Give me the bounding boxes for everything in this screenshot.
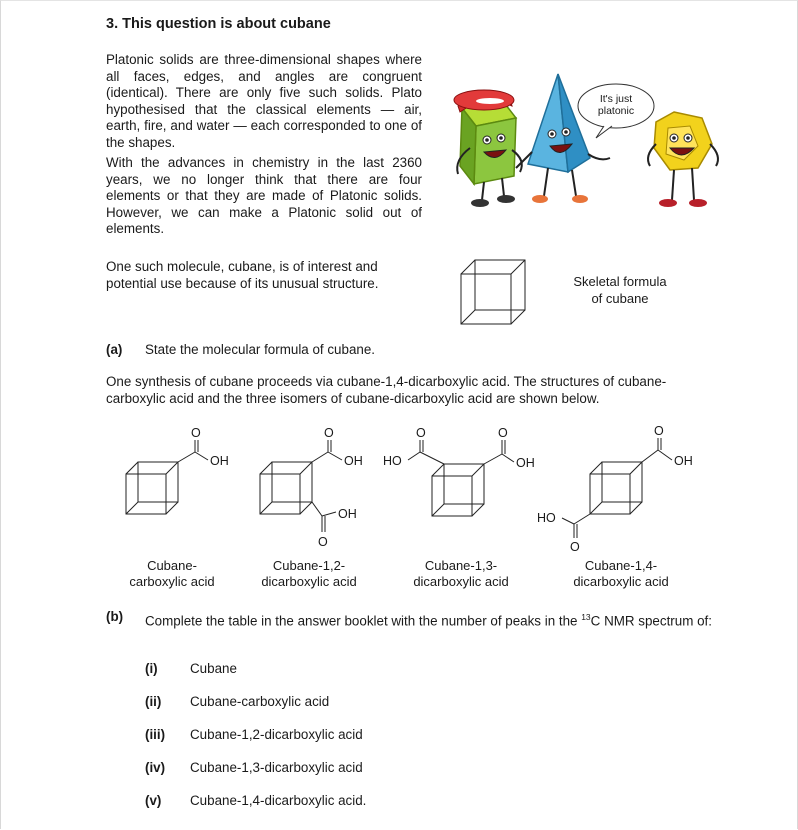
- caption-cubane-carboxylic-acid: [112, 558, 232, 590]
- structure-cubane-carboxylic-acid: [126, 440, 208, 514]
- skeletal-formula-label: [558, 273, 682, 307]
- caption-cubane-13-dicarboxylic-acid: [400, 558, 522, 590]
- speech-line-1: It's just: [599, 93, 633, 105]
- atom-label: HO: [537, 511, 556, 525]
- structure-cubane-12-dicarboxylic-acid: [260, 440, 342, 532]
- cube-character-illustration: [454, 90, 522, 207]
- item-label: Cubane: [190, 661, 237, 676]
- part-a-question: State the molecular formula of cubane.: [145, 342, 376, 357]
- caption-cubane-12-dicarboxylic-acid: [248, 558, 370, 590]
- caption-line-2: dicarboxylic acid: [413, 574, 509, 589]
- atom-label: OH: [516, 456, 535, 470]
- skeletal-label-line-2: of cubane: [591, 291, 649, 306]
- platonic-solids-cartoon: [440, 68, 730, 218]
- part-b-text-before: Complete the table in the answer booklet with the number of peaks in the: [145, 613, 582, 629]
- question-heading: 3. This question is about cubane: [106, 16, 331, 32]
- atom-label: O: [324, 426, 334, 440]
- isotope-superscript: 13: [581, 612, 591, 622]
- atom-label: O: [191, 426, 201, 440]
- intro-paragraph-2: With the advances in chemistry in the last 2360 years, we no longer think that there are four elements or that they are made of Platonic solids. However, we can make a Platonic solid out of elements.: [106, 155, 422, 237]
- intro-paragraph-3: One such molecule, cubane, is of interest and potential use because of its unusual structure.: [106, 259, 379, 291]
- atom-label: O: [416, 426, 426, 440]
- caption-line-1: Cubane-1,2-: [272, 558, 346, 573]
- item-number: (v): [145, 793, 162, 808]
- item-label: Cubane-1,2-dicarboxylic acid: [190, 727, 363, 742]
- caption-line-2: dicarboxylic acid: [573, 574, 669, 589]
- atom-label: OH: [210, 454, 229, 468]
- item-label: Cubane-1,3-dicarboxylic acid: [190, 760, 363, 775]
- caption-line-1: Cubane-1,3-: [424, 558, 498, 573]
- intro-paragraph-1: Platonic solids are three-dimensional shapes where all faces, edges, and angles are congruent (identical). There are only five such solids. Plato hypothesised that the classical elements — air, earth, fire, and water — each corresponded to one of the shapes.: [106, 52, 422, 150]
- part-a-marker: (a): [106, 342, 123, 357]
- dodecahedron-character-illustration: [648, 112, 718, 207]
- atom-label: HO: [383, 454, 402, 468]
- cubane-acids-structures: [100, 420, 720, 558]
- atom-label: O: [570, 540, 580, 554]
- part-b-question: [145, 609, 717, 630]
- speech-bubble-text: [580, 93, 652, 117]
- atom-label: OH: [344, 454, 363, 468]
- item-number: (iii): [145, 727, 166, 742]
- cubane-skeletal-formula: [455, 252, 535, 332]
- speech-line-2: platonic: [597, 105, 635, 117]
- structure-cubane-13-dicarboxylic-acid: [408, 440, 514, 516]
- atom-label: O: [498, 426, 508, 440]
- atom-label: OH: [674, 454, 693, 468]
- synthesis-paragraph: One synthesis of cubane proceeds via cubane-1,4-dicarboxylic acid. The structures of cubane-carboxylic acid and the three isomers of cubane-dicarboxylic acid are shown below.: [106, 374, 667, 406]
- item-number: (i): [145, 661, 158, 676]
- atom-label: O: [654, 424, 664, 438]
- caption-line-1: Cubane-1,4-: [584, 558, 658, 573]
- atom-label: OH: [338, 507, 357, 521]
- item-number: (ii): [145, 694, 162, 709]
- item-label: Cubane-carboxylic acid: [190, 694, 330, 709]
- part-b-text-after: C NMR spectrum of:: [590, 613, 712, 629]
- caption-line-2: dicarboxylic acid: [261, 574, 357, 589]
- item-label: Cubane-1,4-dicarboxylic acid.: [190, 793, 367, 808]
- structure-cubane-14-dicarboxylic-acid: [562, 438, 672, 538]
- caption-line-2: carboxylic acid: [129, 574, 215, 589]
- atom-label: O: [318, 535, 328, 549]
- caption-cubane-14-dicarboxylic-acid: [560, 558, 682, 590]
- caption-line-1: Cubane-: [147, 558, 197, 573]
- item-number: (iv): [145, 760, 166, 775]
- skeletal-label-line-1: Skeletal formula: [573, 274, 667, 289]
- part-b-marker: (b): [106, 609, 124, 624]
